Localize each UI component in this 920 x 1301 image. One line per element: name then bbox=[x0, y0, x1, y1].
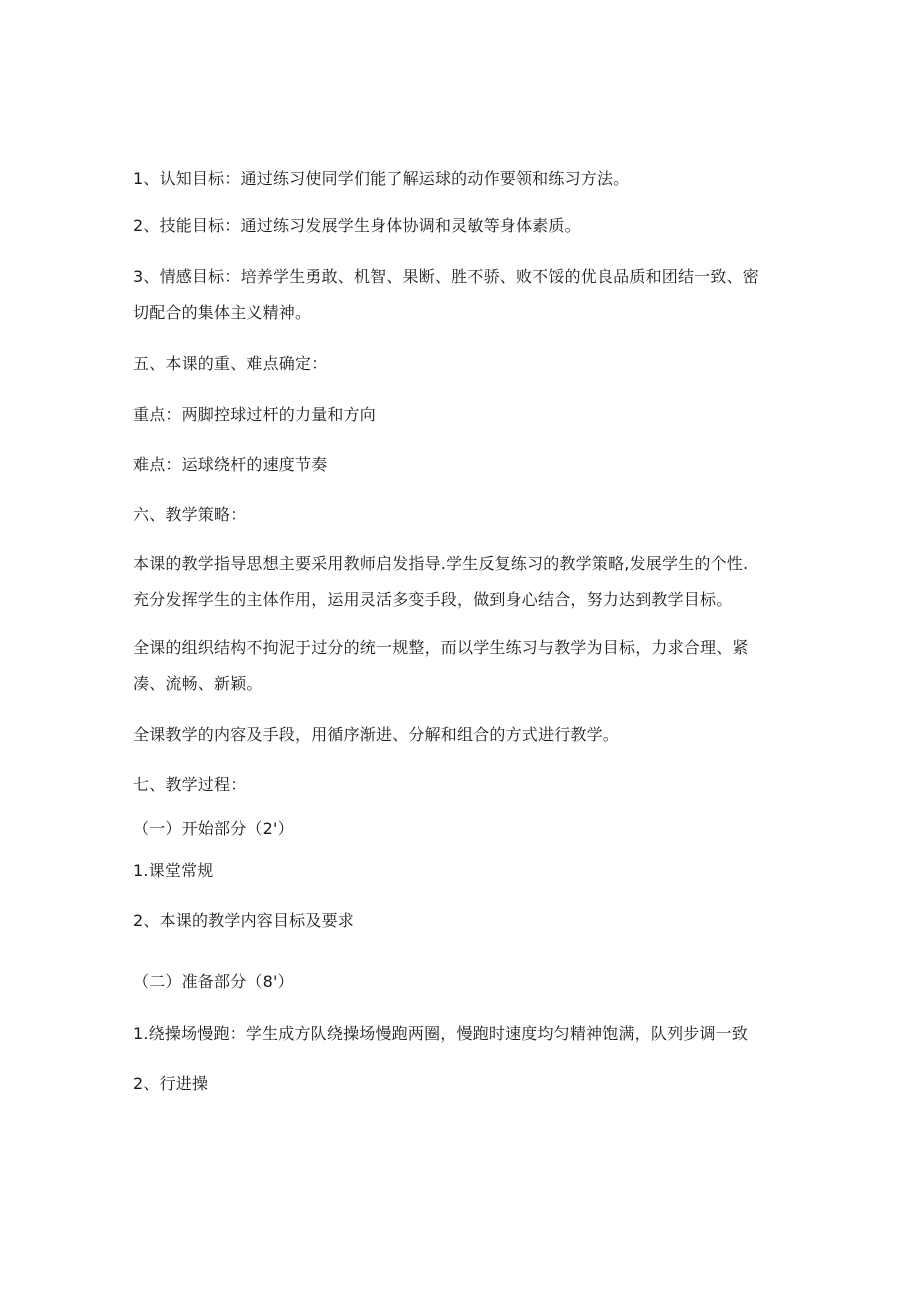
strategy-line-2: 充分发挥学生的主体作用，运用灵活多变手段，做到身心结合，努力达到教学目标。 bbox=[133, 590, 733, 609]
section-heading-process: 七、教学过程： bbox=[133, 775, 247, 794]
emotional-goal-line-1: 3、情感目标：培养学生勇敢、机智、果断、胜不骄、败不馁的优良品质和团结一致、密 bbox=[133, 267, 759, 286]
item-classroom-routine: 1.课堂常规 bbox=[133, 861, 214, 880]
item-lesson-goals: 2、本课的教学内容目标及要求 bbox=[133, 911, 354, 930]
subheading-preparation: （二）准备部分（8'） bbox=[133, 972, 294, 991]
method-paragraph: 全课教学的内容及手段，用循序渐进、分解和组合的方式进行教学。 bbox=[133, 725, 620, 744]
subheading-opening: （一）开始部分（2'） bbox=[133, 819, 294, 838]
key-point: 重点：两脚控球过杆的力量和方向 bbox=[133, 405, 377, 424]
emotional-goal bbox=[133, 259, 793, 331]
strategy-line-1: 本课的教学指导思想主要采用教师启发指导.学生反复练习的教学策略,发展学生的个性. bbox=[133, 554, 749, 573]
structure-line-1: 全课的组织结构不拘泥于过分的统一规整，而以学生练习与教学为目标，力求合理、紧 bbox=[133, 638, 749, 657]
section-heading-strategy: 六、教学策略： bbox=[133, 505, 247, 524]
item-marching-exercise: 2、行进操 bbox=[133, 1074, 209, 1093]
skill-goal: 2、技能目标：通过练习发展学生身体协调和灵敏等身体素质。 bbox=[133, 216, 581, 235]
cognitive-goal: 1、认知目标：通过练习使同学们能了解运球的动作要领和练习方法。 bbox=[133, 169, 630, 188]
item-jogging: 1.绕操场慢跑：学生成方队绕操场慢跑两圈，慢跑时速度均匀精神饱满，队列步调一致 bbox=[133, 1024, 749, 1043]
structure-line-2: 凑、流畅、新颖。 bbox=[133, 674, 263, 693]
difficult-point: 难点：运球绕杆的速度节奏 bbox=[133, 455, 328, 474]
strategy-paragraph bbox=[133, 546, 793, 618]
structure-paragraph bbox=[133, 630, 793, 702]
emotional-goal-line-2: 切配合的集体主义精神。 bbox=[133, 303, 312, 322]
section-heading-key-points: 五、本课的重、难点确定： bbox=[133, 354, 328, 373]
